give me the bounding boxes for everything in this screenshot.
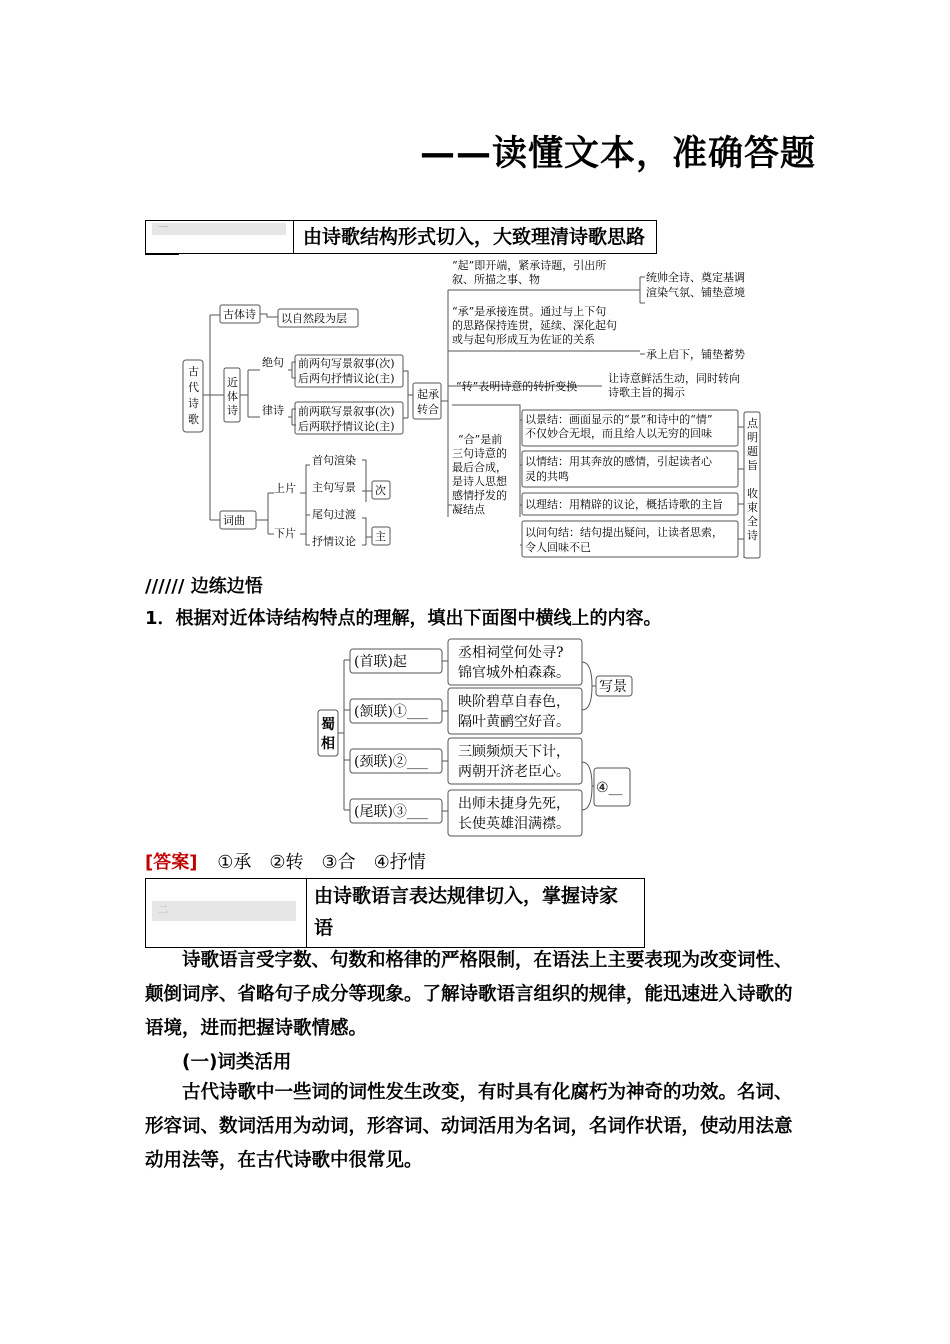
svg-text:诗: 诗 <box>747 529 758 542</box>
map-jueju-l2: 后两句抒情议论(主) <box>298 372 395 385</box>
map-he-l2: 三句诗意的 <box>452 447 507 460</box>
map-he-l5: 感情抒发的 <box>452 489 507 502</box>
svg-text:旨: 旨 <box>747 459 758 472</box>
map-ci-ci: 次 <box>375 484 386 497</box>
paragraph-2: 古代诗歌中一些词的词性发生改变，有时具有化腐朽为神奇的功效。名词、形容词、数词活用为动词，形容词、动词活用为名词，名词作状语，使动用法意动用法等，在古代诗歌中很常见。 <box>145 1082 793 1171</box>
map-jueju-l1: 前两句写景叙事(次) <box>298 357 395 370</box>
map-zhuan-l: “转”表明诗意的转折变换 <box>456 380 578 393</box>
map-cheng-l3: 或与起句形成互为佐证的关系 <box>452 333 595 346</box>
svg-text:诗: 诗 <box>188 397 199 410</box>
diagram-r1: (首联)起 <box>354 654 407 670</box>
map-cheng-l1: “承”是承接连贯。通过与上下句 <box>452 305 607 318</box>
poem-line-1a: 丞相祠堂何处寻? <box>458 645 564 661</box>
svg-text:诗: 诗 <box>227 404 238 417</box>
poem-line-3a: 三顾频烦天下计， <box>458 744 570 760</box>
map-ci-4: 抒情议论 <box>312 535 356 548</box>
map-shangpian: 上片 <box>274 482 296 495</box>
svg-text:蜀: 蜀 <box>321 717 335 733</box>
map-zhuan-r2: 诗歌主旨的揭示 <box>608 386 685 399</box>
map-cheng-l2: 的思路保持连贯，延续、深化起句 <box>452 319 617 332</box>
map-he-l3: 最后合成， <box>452 461 507 474</box>
map-lvshi-l1: 前两联写景叙事(次) <box>298 405 395 418</box>
map-ci-1: 首句渲染 <box>312 454 356 467</box>
map-he-d2: 令人回味不已 <box>525 541 591 554</box>
answer-tag: [答案] <box>145 852 198 873</box>
map-zhuan-r1: 让诗意鲜活生动，同时转向 <box>608 372 740 385</box>
section-divider <box>293 221 294 253</box>
svg-text:收: 收 <box>747 487 758 500</box>
map-cheng-r: 承上启下，铺垫蓄势 <box>646 348 745 361</box>
svg-text:束: 束 <box>747 501 758 514</box>
map-lvshi: 律诗 <box>262 404 284 417</box>
poem-line-4b: 长使英雄泪满襟。 <box>458 816 570 832</box>
subheading-1: (一)词类活用 <box>182 1052 292 1073</box>
svg-text:起承: 起承 <box>417 388 439 401</box>
section-heading-2-line2: 语 <box>314 917 334 939</box>
map-he-a2: 不仅妙合无垠，而且给人以无穷的回味 <box>525 427 712 440</box>
section-header-1 <box>145 220 657 254</box>
poem-line-3b: 两朝开济老臣心。 <box>458 764 570 780</box>
shuxiang-diagram <box>310 638 640 838</box>
paragraph-1: 诗歌语言受字数、句数和格律的严格限制，在语法上主要表现为改变词性、颠倒词序、省略句子成分等现象。了解诗歌语言组织的规律，能迅速进入诗歌的语境，进而把握诗歌情感。 <box>145 950 793 1039</box>
svg-text:全: 全 <box>747 515 758 528</box>
map-lvshi-l2: 后两联抒情议论(主) <box>298 420 395 433</box>
diagram-r4: (尾联)③___ <box>354 804 428 820</box>
diagram-xiejing: 写景 <box>599 679 627 695</box>
map-ci-zhu: 主 <box>375 530 386 543</box>
svg-text:相: 相 <box>321 736 335 752</box>
map-he-l6: 凝结点 <box>452 503 485 516</box>
section-number-1: 一 <box>152 223 286 235</box>
map-root: 古 <box>188 365 199 378</box>
section-heading-1: 由诗歌结构形式切入，大致理清诗歌思路 <box>303 226 646 248</box>
section-number-2: 二 <box>152 901 296 921</box>
svg-text:体: 体 <box>227 390 238 403</box>
answer-line <box>145 848 426 874</box>
map-gutishi: 古体诗 <box>223 308 256 321</box>
diagram-blank-4: ④__ <box>596 780 623 796</box>
section-heading-2-line1: 由诗歌语言表达规律切入，掌握诗家 <box>314 885 619 907</box>
structure-mindmap <box>140 255 770 565</box>
map-he-l4: 是诗人思想 <box>452 475 507 488</box>
section-divider-2 <box>306 879 307 947</box>
map-qi-l2: 叙、所描之事、物 <box>452 273 540 286</box>
map-xiapian: 下片 <box>274 527 296 540</box>
poem-line-2b: 隔叶黄鹂空好音。 <box>458 714 570 730</box>
map-he-b1: 以情结：用其奔放的感情，引起读者心 <box>525 455 712 468</box>
svg-text:题: 题 <box>747 445 758 458</box>
map-gutishi-note: 以自然段为层 <box>281 312 347 325</box>
map-qi-l1: “起”即开端，紧承诗题，引出所 <box>452 259 607 272</box>
diagram-r2: (颔联)①___ <box>354 704 428 720</box>
map-jueju: 绝句 <box>262 356 284 369</box>
map-ci-2: 主句写景 <box>312 481 356 494</box>
poem-line-2a: 映阶碧草自春色， <box>458 694 570 710</box>
map-he-l1: “合”是前 <box>458 433 503 446</box>
svg-text:代: 代 <box>188 381 199 394</box>
practice-bar: ////// 边练边悟 <box>145 576 263 597</box>
svg-text:近: 近 <box>227 376 238 389</box>
map-he-a1: 以景结：画面显示的“景”和诗中的“情” <box>525 413 713 426</box>
map-qi-r1: 统帅全诗、奠定基调 <box>646 271 745 284</box>
svg-text:歌: 歌 <box>188 413 199 426</box>
map-qi-r2: 渲染气氛、铺垫意境 <box>646 286 745 299</box>
poem-line-4a: 出师未捷身先死， <box>458 796 570 812</box>
map-he-c: 以理结：用精辟的议论，概括诗歌的主旨 <box>525 498 723 511</box>
map-he-b2: 灵的共鸣 <box>525 470 569 483</box>
diagram-r3: (颈联)②___ <box>354 754 428 770</box>
map-ci: 词曲 <box>223 514 245 527</box>
map-ci-3: 尾句过渡 <box>312 508 356 521</box>
svg-text:转合: 转合 <box>417 403 439 416</box>
question-1: 1．根据对近体诗结构特点的理解，填出下面图中横线上的内容。 <box>145 608 662 629</box>
poem-line-1b: 锦官城外柏森森。 <box>458 665 570 681</box>
section-header-2 <box>145 878 645 948</box>
answer-text: ①承 ②转 ③合 ④抒情 <box>217 852 426 873</box>
svg-text:明: 明 <box>747 431 758 444</box>
map-he-d1: 以问句结：结句提出疑问，让读者思索， <box>525 526 723 539</box>
svg-text:点: 点 <box>747 417 758 430</box>
page-title: ——读懂文本，准确答题 <box>420 134 817 174</box>
